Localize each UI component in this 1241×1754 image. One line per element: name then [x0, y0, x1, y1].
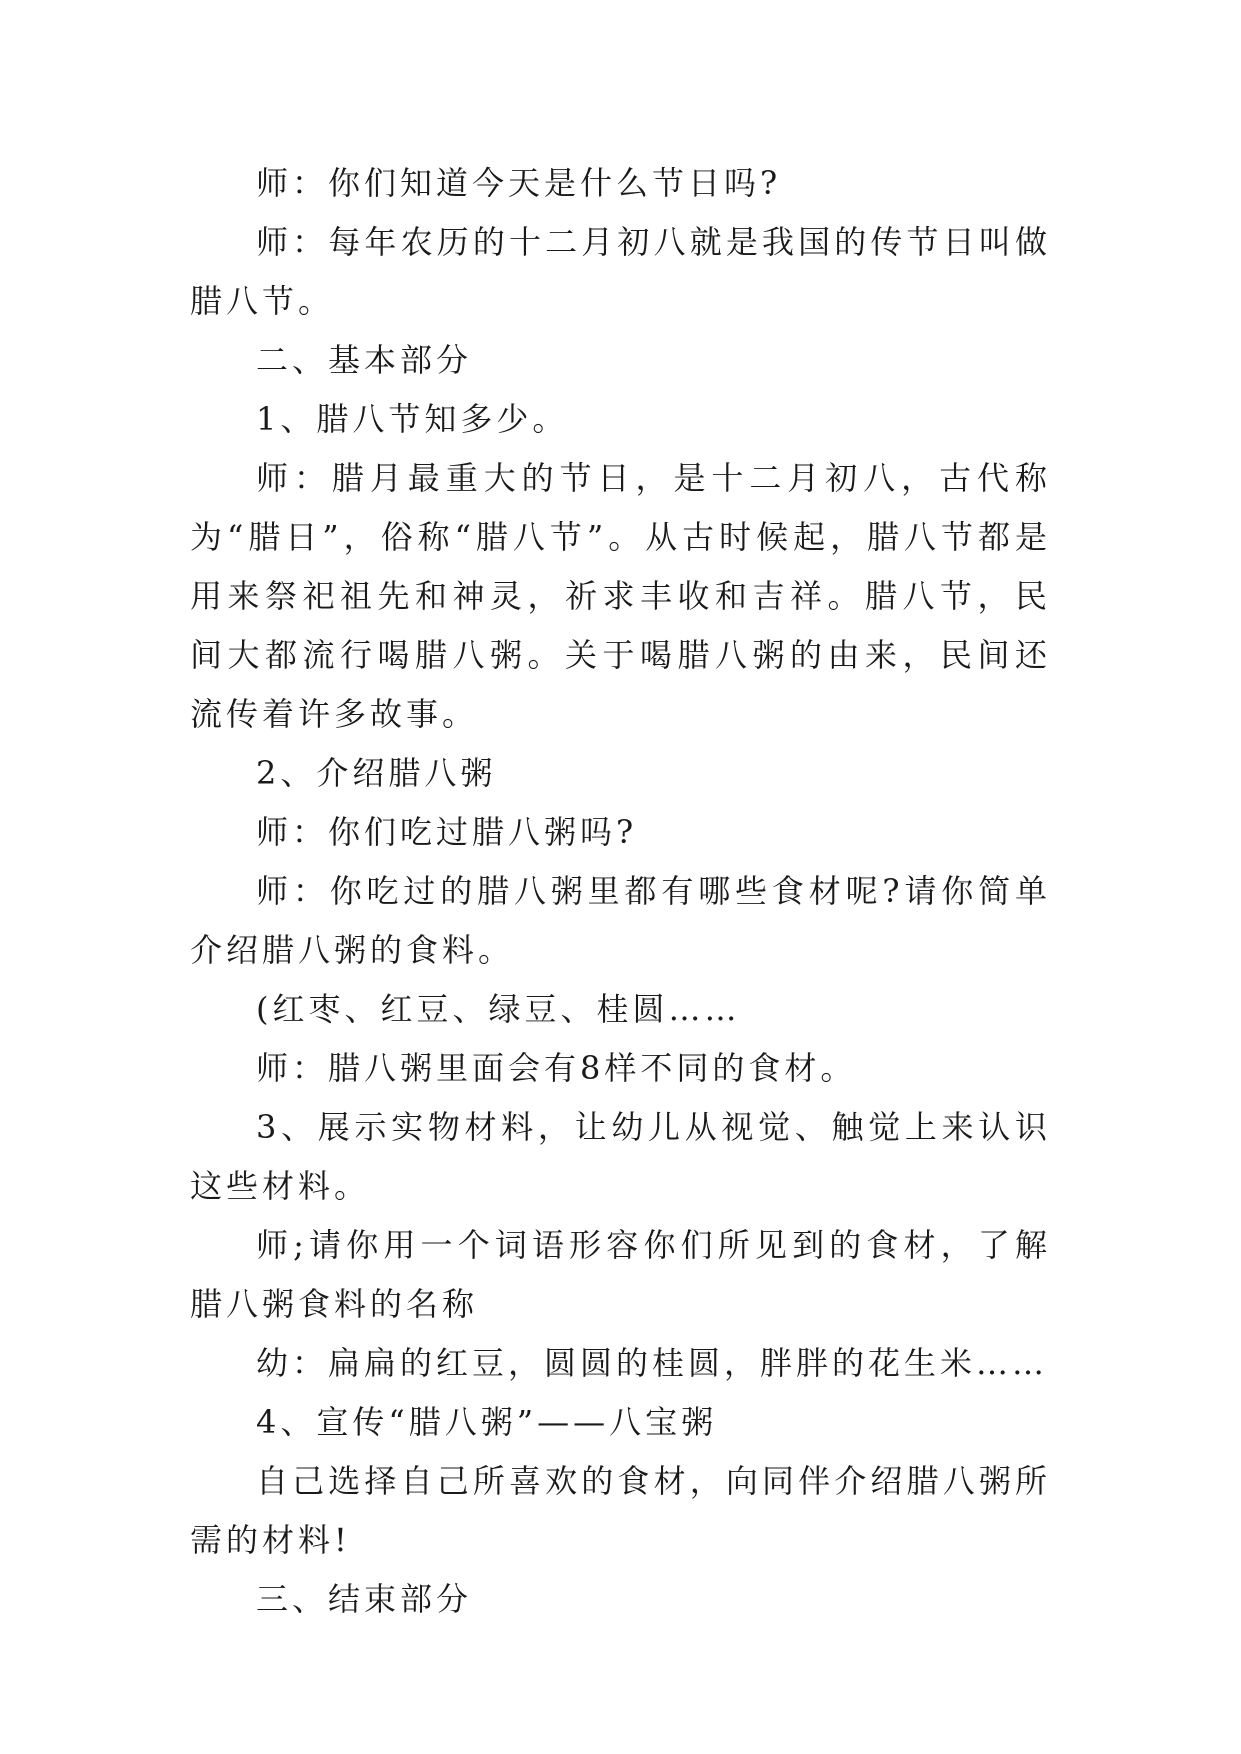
paragraph: 师;请你用一个词语形容你们所见到的食材，了解腊八粥食料的名称: [190, 1226, 1051, 1323]
paragraph: 自己选择自己所喜欢的食材，向同伴介绍腊八粥所需的材料!: [190, 1462, 1051, 1559]
paragraph: (红枣、红豆、绿豆、桂圆……: [256, 990, 741, 1028]
section-heading: 二、基本部分: [256, 341, 473, 379]
paragraph: 师：腊八粥里面会有8样不同的食材。: [256, 1049, 857, 1087]
subsection-heading: 3、展示实物材料，让幼儿从视觉、触觉上来认识这些材料。: [190, 1108, 1051, 1205]
subsection-heading: 1、腊八节知多少。: [256, 400, 569, 438]
paragraph: 师：你们知道今天是什么节日吗?: [256, 164, 782, 202]
paragraph: 幼：扁扁的红豆，圆圆的桂圆，胖胖的花生米……: [256, 1344, 1049, 1382]
subsection-heading: 2、介绍腊八粥: [256, 754, 497, 792]
paragraph: 师：你们吃过腊八粥吗?: [256, 813, 638, 851]
paragraph: 师：每年农历的十二月初八就是我国的传节日叫做腊八节。: [190, 223, 1051, 320]
subsection-heading: 4、宣传“腊八粥”——八宝粥: [256, 1403, 718, 1441]
paragraph: 师：你吃过的腊八粥里都有哪些食材呢?请你简单介绍腊八粥的食料。: [190, 872, 1051, 969]
paragraph: 师：腊月最重大的节日，是十二月初八，古代称为“腊日”，俗称“腊八节”。从古时候起，腊八节都是用来祭祀祖先和神灵，祈求丰收和吉祥。腊八节，民间大都流行喝腊八粥。关于喝腊八粥的由来，民间还流传着许多故事。: [190, 459, 1051, 733]
section-heading: 三、结束部分: [256, 1580, 473, 1618]
